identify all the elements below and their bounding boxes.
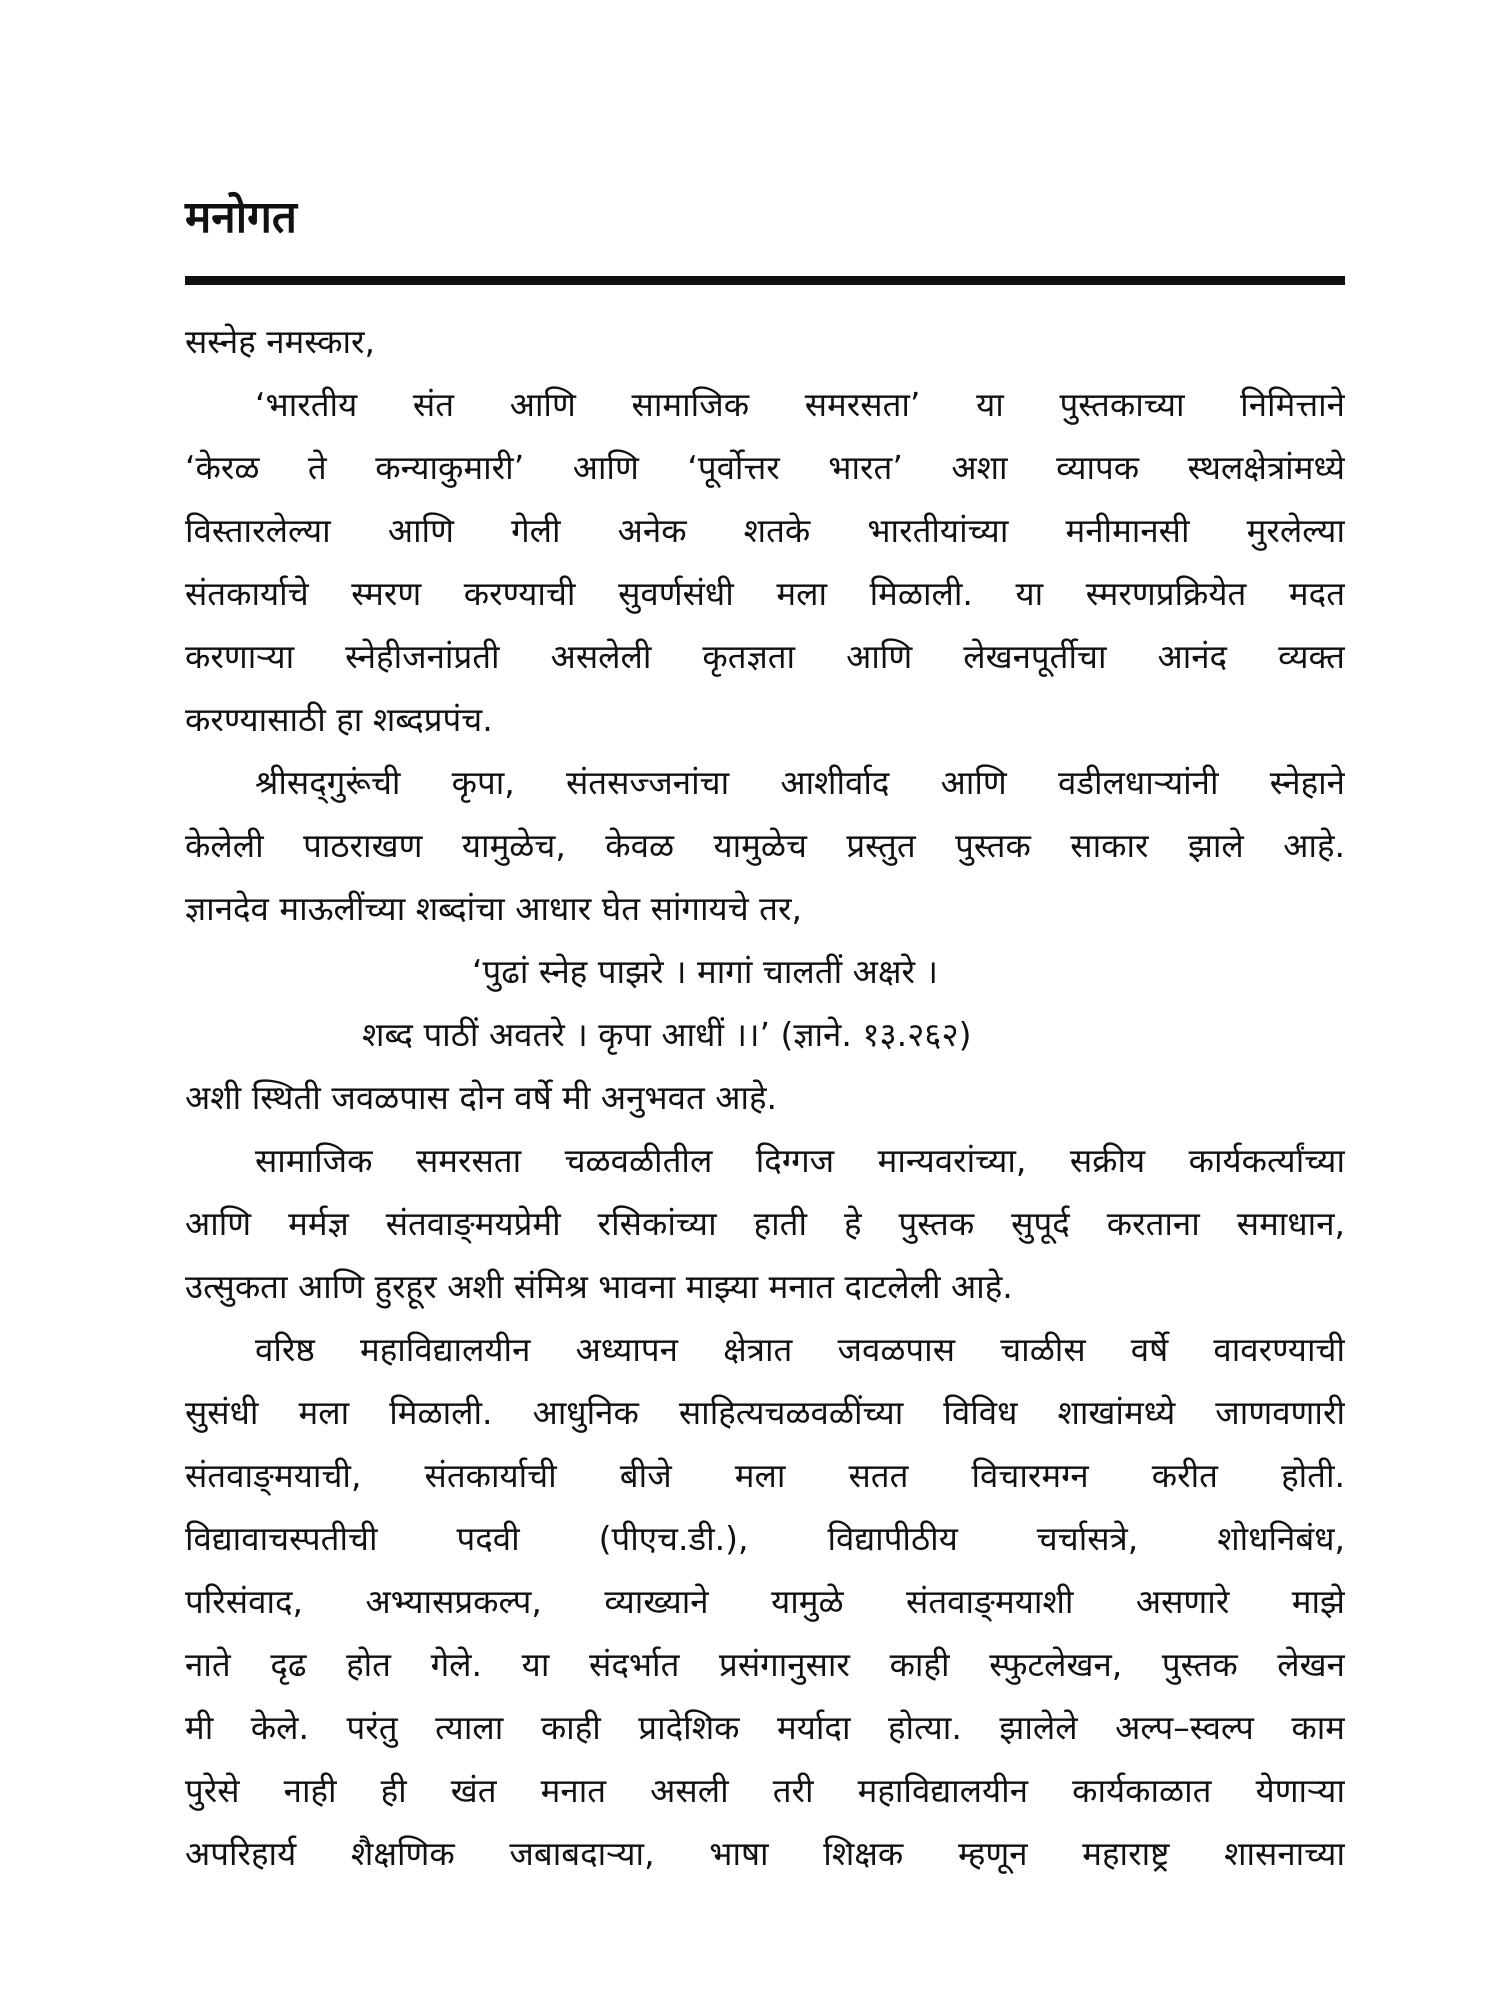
paragraph-line: पुरेसे नाही ही खंत मनात असली तरी महाविद्यालयीन कार्यकाळात येणाऱ्या: [185, 1771, 1345, 1810]
paragraph-line: करणाऱ्या स्नेहीजनांप्रती असलेली कृतज्ञता आणि लेखनपूर्तीचा आनंद व्यक्त: [185, 637, 1345, 676]
verse-line: ‘पुढां स्नेह पाझरे । मागां चालतीं अक्षरे ।: [472, 952, 938, 991]
paragraph-line: विद्यावाचस्पतीची पदवी (पीएच.डी.), विद्यापीठीय चर्चासत्रे, शोधनिबंध,: [185, 1519, 1345, 1558]
paragraph-line: सामाजिक समरसता चळवळीतील दिग्गज मान्यवरांच्या, सक्रीय कार्यकर्त्यांच्या: [255, 1141, 1345, 1180]
paragraph-line: संतकार्याचे स्मरण करण्याची सुवर्णसंधी मला मिळाली. या स्मरणप्रक्रियेत मदत: [185, 574, 1345, 613]
paragraph-line: संतवाङ्‌मयाची, संतकार्याची बीजे मला सतत विचारमग्न करीत होती.: [185, 1456, 1345, 1495]
paragraph-line: अपरिहार्य शैक्षणिक जबाबदाऱ्या, भाषा शिक्षक म्हणून महाराष्ट्र शासनाच्या: [185, 1834, 1345, 1873]
paragraph-line: उत्सुकता आणि हुरहूर अशी संमिश्र भावना माझ्या मनात दाटलेली आहे.: [185, 1267, 1013, 1306]
preface-body: [185, 310, 1345, 1885]
title-divider: [185, 276, 1345, 285]
paragraph-line: मी केले. परंतु त्याला काही प्रादेशिक मर्यादा होत्या. झालेले अल्प–स्वल्प काम: [185, 1708, 1345, 1747]
paragraph-line: ‘भारतीय संत आणि सामाजिक समरसता’ या पुस्तकाच्या निमित्ताने: [255, 385, 1345, 424]
paragraph-line: सुसंधी मला मिळाली. आधुनिक साहित्यचळवळींच्या विविध शाखांमध्ये जाणवणारी: [185, 1393, 1345, 1432]
paragraph-line: विस्तारलेल्या आणि गेली अनेक शतके भारतीयांच्या मनीमानसी मुरलेल्या: [185, 511, 1345, 550]
paragraph-line: करण्यासाठी हा शब्दप्रपंच.: [185, 700, 493, 739]
verse-line: शब्द पाठीं अवतरे । कृपा आधीं ।।’ (ज्ञाने. १३.२६२): [362, 1015, 972, 1054]
paragraph-line: नाते दृढ होत गेले. या संदर्भात प्रसंगानुसार काही स्फुटलेखन, पुस्तक लेखन: [185, 1645, 1345, 1684]
paragraph-line: ‘केरळ ते कन्याकुमारी’ आणि ‘पूर्वोत्तर भारत’ अशा व्यापक स्थलक्षेत्रांमध्ये: [185, 448, 1345, 487]
paragraph-line: ज्ञानदेव माऊलींच्या शब्दांचा आधार घेत सांगायचे तर,: [185, 889, 802, 928]
salutation-line: सस्नेह नमस्कार,: [185, 322, 376, 361]
paragraph-line: आणि मर्मज्ञ संतवाङ्‌मयप्रेमी रसिकांच्या हाती हे पुस्तक सुपूर्द करताना समाधान,: [185, 1204, 1345, 1243]
paragraph-line: श्रीसद्‌गुरूंची कृपा, संतसज्जनांचा आशीर्वाद आणि वडीलधाऱ्यांनी स्नेहाने: [255, 763, 1345, 802]
paragraph-line: परिसंवाद, अभ्यासप्रकल्प, व्याख्याने यामुळे संतवाङ्‌मयाशी असणारे माझे: [185, 1582, 1345, 1621]
paragraph-line: केलेली पाठराखण यामुळेच, केवळ यामुळेच प्रस्तुत पुस्तक साकार झाले आहे.: [185, 826, 1345, 865]
paragraph-line: वरिष्ठ महाविद्यालयीन अध्यापन क्षेत्रात जवळपास चाळीस वर्षे वावरण्याची: [255, 1330, 1345, 1369]
paragraph-line: अशी स्थिती जवळपास दोन वर्षे मी अनुभवत आहे.: [185, 1078, 778, 1117]
page-title: मनोगत: [185, 192, 297, 243]
